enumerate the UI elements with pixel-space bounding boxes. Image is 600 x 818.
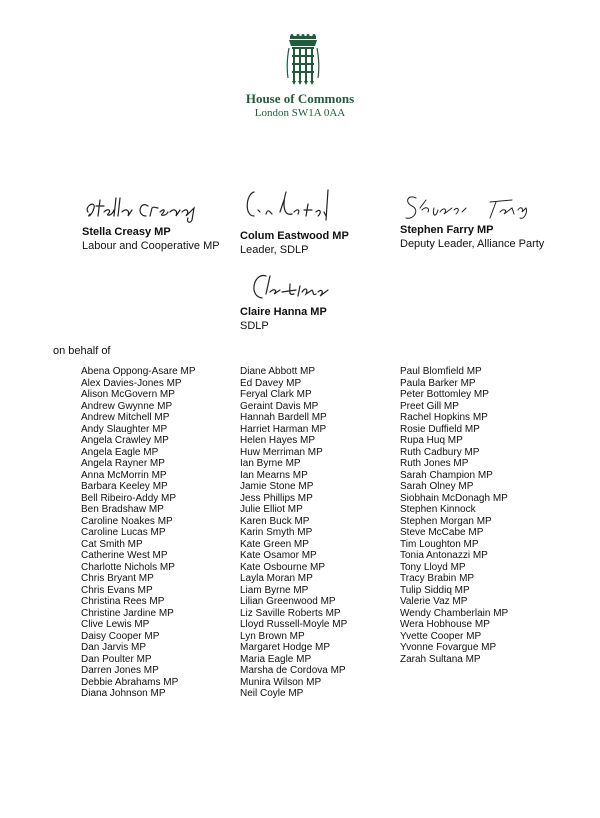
mp-name: Paula Barker MP: [400, 377, 476, 389]
letterhead-title: House of Commons: [245, 91, 355, 106]
mp-name: Ruth Cadbury MP: [400, 446, 480, 458]
signer-role: SDLP: [240, 320, 269, 332]
mp-name: Tony Lloyd MP: [400, 561, 466, 573]
mp-name: Maria Eagle MP: [240, 653, 312, 665]
mp-name: Marsha de Cordova MP: [240, 665, 346, 676]
mp-name: Debbie Abrahams MP: [81, 676, 179, 688]
mp-name: Charlotte Nichols MP: [81, 561, 175, 573]
mp-name: Bell Ribeiro-Addy MP: [81, 492, 177, 504]
signer-name: Claire Hanna MP: [240, 306, 327, 318]
mp-name: Tim Loughton MP: [400, 538, 479, 550]
mp-name: Cat Smith MP: [81, 538, 143, 550]
letterhead-address: London SW1A 0AA: [254, 107, 346, 119]
mp-name: Dan Jarvis MP: [81, 642, 147, 653]
mp-name: Steve McCabe MP: [400, 527, 484, 538]
mp-name: Sarah Champion MP: [400, 469, 493, 481]
mp-name: Sarah Olney MP: [400, 481, 474, 492]
mp-name: Caroline Lucas MP: [81, 527, 166, 538]
mp-name: Alex Davies-Jones MP: [81, 377, 182, 389]
mp-name: Huw Merriman MP: [240, 446, 323, 458]
mp-name: Jamie Stone MP: [240, 481, 314, 492]
mp-name: Helen Hayes MP: [240, 435, 316, 446]
mp-name: Yvette Cooper MP: [400, 630, 482, 642]
mp-name: Diane Abbott MP: [240, 366, 316, 377]
mp-name: Layla Moran MP: [240, 573, 313, 584]
mp-name: Chris Evans MP: [81, 584, 153, 596]
mp-name: Clive Lewis MP: [81, 619, 150, 630]
mp-name: Ian Mearns MP: [240, 469, 308, 481]
mp-name: Angela Rayner MP: [81, 458, 165, 469]
portcullis-crest-icon: [286, 34, 320, 88]
mp-name: Karen Buck MP: [240, 515, 310, 527]
mp-name: Margaret Hodge MP: [240, 642, 331, 653]
mp-name: Julie Elliot MP: [240, 504, 303, 515]
mp-name: Anna McMorrin MP: [81, 469, 167, 481]
signer-name: Stella Creasy MP: [82, 226, 171, 238]
mp-name: Wendy Chamberlain MP: [400, 607, 509, 619]
mp-name: Karin Smyth MP: [240, 527, 313, 538]
mp-name: Siobhain McDonagh MP: [400, 492, 508, 504]
mp-name: Ben Bradshaw MP: [81, 504, 164, 515]
mp-name: Christine Jardine MP: [81, 607, 174, 619]
mp-name: Munira Wilson MP: [240, 676, 322, 688]
signer-name: Stephen Farry MP: [400, 224, 494, 236]
mp-name: Paul Blomfield MP: [400, 366, 482, 377]
mp-name: Tulip Siddiq MP: [400, 584, 470, 596]
mp-list-column-2: [240, 366, 347, 700]
mp-name: Yvonne Fovargue MP: [400, 642, 497, 653]
mp-name: Neil Coyle MP: [240, 688, 304, 699]
mp-name: Stephen Morgan MP: [400, 515, 492, 527]
mp-name: Andrew Mitchell MP: [81, 412, 170, 423]
mp-name: Caroline Noakes MP: [81, 515, 173, 527]
stella-creasy-signature: [82, 186, 252, 226]
colum-eastwood-signature: [240, 186, 410, 226]
mp-name: Angela Eagle MP: [81, 446, 159, 458]
mp-name: Rosie Duffield MP: [400, 423, 480, 435]
mp-name: Christina Rees MP: [81, 596, 165, 607]
mp-name: Darren Jones MP: [81, 665, 159, 676]
mp-name: Kate Osbourne MP: [240, 561, 326, 573]
mp-name: Stephen Kinnock: [400, 504, 476, 515]
mp-name: Wera Hobhouse MP: [400, 619, 490, 630]
mp-name: Dan Poulter MP: [81, 653, 152, 665]
mp-name: Andy Slaughter MP: [81, 423, 168, 435]
mp-name: Tracy Brabin MP: [400, 573, 475, 584]
mp-name: Ian Byrne MP: [240, 458, 301, 469]
mp-name: Jess Phillips MP: [240, 492, 313, 504]
mp-list-column-1: [81, 366, 196, 700]
signer-role: Deputy Leader, Alliance Party: [400, 238, 545, 250]
mp-name: Peter Bottomley MP: [400, 389, 489, 400]
mp-name: Zarah Sultana MP: [400, 653, 481, 665]
mp-name: Abena Oppong-Asare MP: [81, 366, 196, 377]
mp-name: Geraint Davis MP: [240, 400, 319, 412]
mp-name: Catherine West MP: [81, 550, 168, 561]
signer-role: Labour and Cooperative MP: [82, 240, 220, 252]
mp-name: Liz Saville Roberts MP: [240, 607, 341, 619]
mp-name: Kate Green MP: [240, 538, 309, 550]
mp-name: Ruth Jones MP: [400, 458, 469, 469]
mp-name: Andrew Gwynne MP: [81, 400, 173, 412]
mp-name: Lloyd Russell-Moyle MP: [240, 619, 348, 630]
mp-name: Rupa Huq MP: [400, 435, 463, 446]
mp-name: Angela Crawley MP: [81, 435, 169, 446]
claire-hanna-signature: [240, 266, 410, 306]
mp-name: Liam Byrne MP: [240, 584, 309, 596]
mp-name: Feryal Clark MP: [240, 389, 312, 400]
mp-name: Chris Bryant MP: [81, 573, 154, 584]
mp-name: Lilian Greenwood MP: [240, 596, 336, 607]
mp-name: Tonia Antonazzi MP: [400, 550, 488, 561]
stephen-farry-signature: [400, 188, 570, 228]
mp-name: Barbara Keeley MP: [81, 481, 168, 492]
mp-name: Kate Osamor MP: [240, 550, 317, 561]
mp-name: Lyn Brown MP: [240, 630, 305, 642]
on-behalf-of-label: on behalf of: [53, 345, 111, 357]
mp-name: Harriet Harman MP: [240, 423, 327, 435]
signer-role: Leader, SDLP: [240, 244, 309, 256]
signer-name: Colum Eastwood MP: [240, 230, 349, 242]
mp-name: Ed Davey MP: [240, 377, 302, 389]
mp-name: Daisy Cooper MP: [81, 630, 160, 642]
mp-name: Valerie Vaz MP: [400, 596, 468, 607]
mp-name: Hannah Bardell MP: [240, 412, 327, 423]
mp-name: Rachel Hopkins MP: [400, 412, 488, 423]
mp-name: Preet Gill MP: [400, 400, 459, 412]
mp-name: Alison McGovern MP: [81, 389, 175, 400]
mp-name: Diana Johnson MP: [81, 688, 166, 699]
mp-list-column-3: [400, 366, 508, 665]
